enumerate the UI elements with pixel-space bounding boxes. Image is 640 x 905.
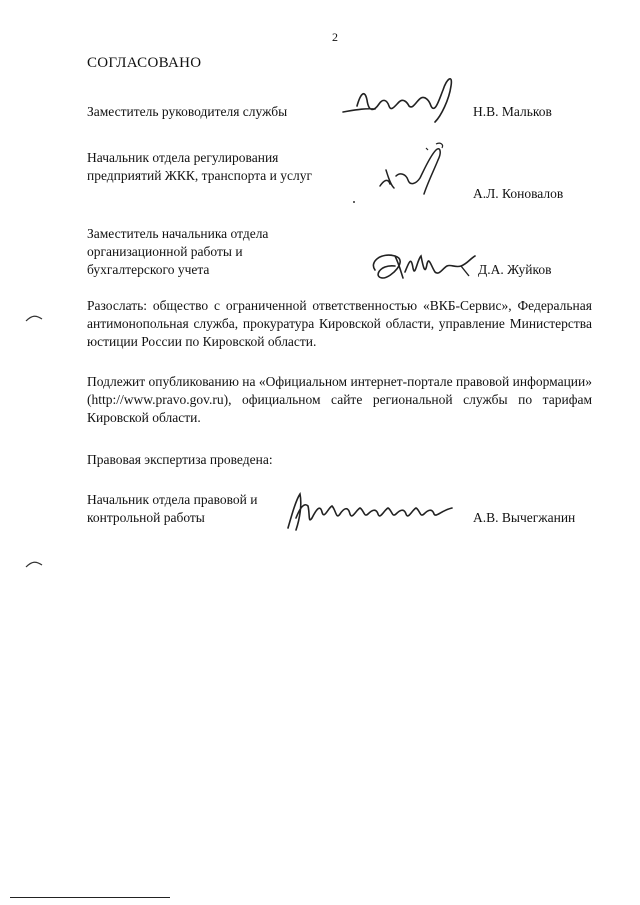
approver-name-1: Н.В. Мальков <box>473 104 552 119</box>
signature-malkov <box>335 70 465 130</box>
approver-role-2: Начальник отдела регулирования предприятий ЖКК, транспорта и услуг <box>87 150 313 183</box>
signature-konovalov <box>350 140 460 210</box>
legal-signatory-role: Начальник отдела правовой и контрольной работы <box>87 492 258 525</box>
distribution-paragraph: Разослать: общество с ограниченной ответственностью «ВКБ-Сервис», Федеральная антимонопольная служба, прокуратура Кировской области, управление Министерства юстиции России по Кировской области. <box>87 298 592 349</box>
margin-mark-2 <box>24 556 44 574</box>
margin-mark-1 <box>24 310 44 328</box>
legal-signatory-name: А.В. Вычегжанин <box>473 510 576 525</box>
approval-heading: СОГЛАСОВАНО <box>87 55 202 71</box>
page-number: 2 <box>332 30 338 44</box>
footer-rule <box>10 897 170 898</box>
approver-role-3: Заместитель начальника отдела организационной работы и бухгалтерского учета <box>87 226 269 277</box>
legal-review-label: Правовая экспертиза проведена: <box>87 452 273 467</box>
publication-paragraph: Подлежит опубликованию на «Официальном интернет-портале правовой информации» (http://www.pravo.gov.ru), официальном сайте региональной службы по тарифам Кировской области. <box>87 374 592 425</box>
signature-vychegzhanin <box>282 488 462 536</box>
approver-name-2: А.Л. Коновалов <box>473 186 564 201</box>
approver-name-3: Д.А. Жуйков <box>478 262 552 277</box>
signature-zhuikov <box>365 242 480 287</box>
approver-role-1: Заместитель руководителя службы <box>87 104 288 119</box>
